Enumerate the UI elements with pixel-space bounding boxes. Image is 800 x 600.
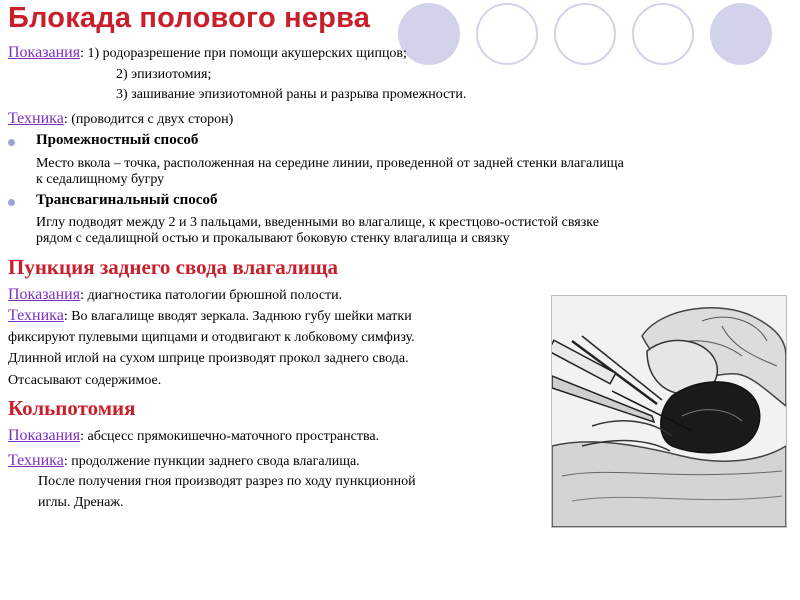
colpotomy-indications-text: : абсцесс прямокишечно-маточного пространства.	[80, 429, 380, 444]
colpotomy-indications-line	[8, 427, 379, 445]
technique-label: Техника	[8, 110, 64, 127]
slide-title: Блокада полового нерва	[8, 2, 371, 34]
technique-text: : (проводится с двух сторон)	[63, 112, 234, 127]
method-2-line-2: рядом с седалищной остью и прокалывают боковую стенку влагалища и связку	[36, 231, 510, 246]
method-1-name: Промежностный способ	[36, 132, 199, 148]
indications-label: Показания	[8, 44, 81, 61]
anatomical-illustration	[551, 295, 787, 528]
colpotomy-technique-line-1	[8, 452, 360, 470]
method-1-line-2: к седалищному бугру	[36, 172, 165, 187]
nerve-technique-line	[8, 110, 233, 128]
indication-2: 2) эпизиотомия;	[116, 67, 212, 82]
method-2-name: Трансвагинальный способ	[36, 192, 218, 208]
indications-label: Показания	[8, 427, 81, 444]
puncture-procedure-drawing	[552, 296, 786, 527]
circle-filled-1	[398, 3, 460, 65]
puncture-technique-line-3: Длинной иглой на сухом шприце производят прокол заднего свода.	[8, 351, 409, 366]
method-2-line-1: Иглу подводят между 2 и 3 пальцами, введенными во влагалище, к крестцово-остистой связке	[36, 215, 599, 230]
puncture-technique-line-2: фиксируют пулевыми щипцами и отодвигают к лобковому симфизу.	[8, 330, 415, 345]
puncture-technique-text-1: : Во влагалище вводят зеркала. Заднюю губу шейки матки	[63, 309, 412, 324]
colpotomy-technique-line-3: иглы. Дренаж.	[38, 495, 124, 510]
indications-label: Показания	[8, 286, 81, 303]
colpotomy-heading: Кольпотомия	[8, 396, 136, 420]
method-1-line-1: Место вкола – точка, расположенная на середине линии, проведенной от задней стенки влагалища	[36, 156, 624, 171]
circle-ring-3	[632, 3, 694, 65]
puncture-heading: Пункция заднего свода влагалища	[8, 255, 339, 279]
circle-ring-1	[476, 3, 538, 65]
nerve-indications-line	[8, 44, 407, 62]
puncture-indications-line	[8, 286, 342, 304]
decorative-circles	[390, 0, 800, 90]
circle-ring-2	[554, 3, 616, 65]
circle-filled-2	[710, 3, 772, 65]
technique-label: Техника	[8, 307, 64, 324]
technique-label: Техника	[8, 452, 64, 469]
bullet-icon	[8, 139, 15, 146]
puncture-technique-line-4: Отсасывают содержимое.	[8, 373, 162, 388]
colpotomy-technique-text-1: : продолжение пункции заднего свода влагалища.	[63, 454, 360, 469]
bullet-icon	[8, 199, 15, 206]
indication-1: : 1) родоразрешение при помощи акушерских щипцов;	[80, 46, 407, 61]
puncture-indications-text: : диагностика патологии брюшной полости.	[80, 288, 343, 303]
indication-3: 3) зашивание эпизиотомной раны и разрыва промежности.	[116, 87, 467, 102]
colpotomy-technique-line-2: После получения гноя производят разрез по ходу пункционной	[38, 474, 416, 489]
puncture-technique-line-1	[8, 307, 412, 325]
